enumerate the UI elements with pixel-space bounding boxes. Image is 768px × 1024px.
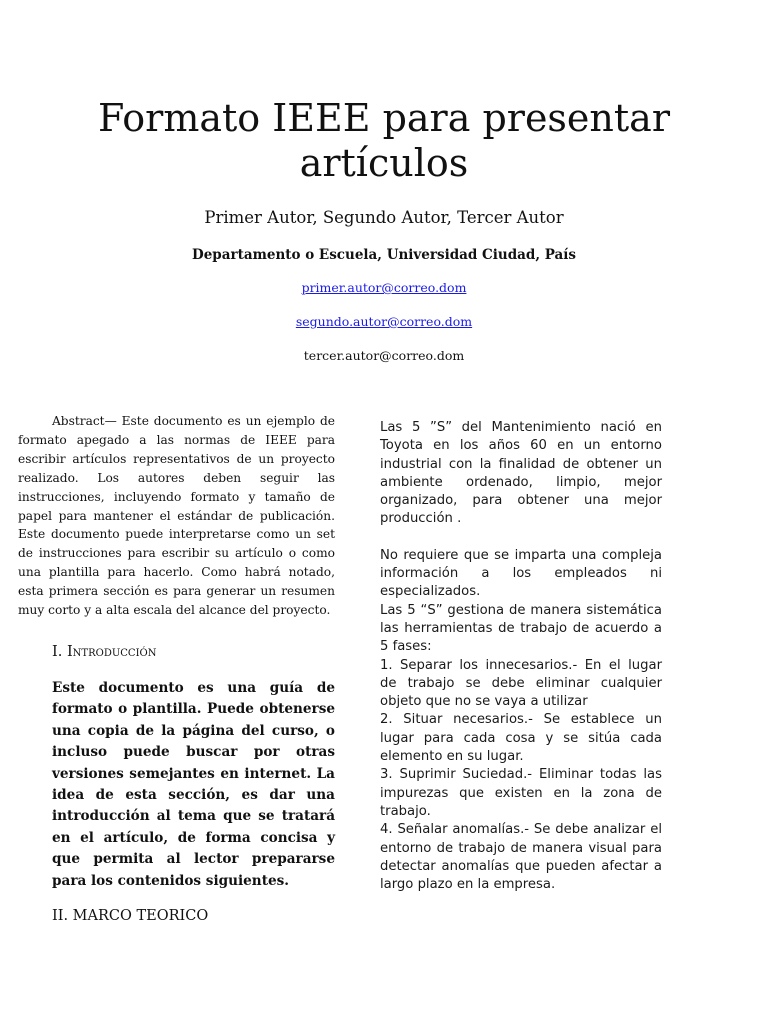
author-list: Primer Autor, Segundo Autor, Tercer Autor [204, 208, 564, 227]
affiliation: Departamento o Escuela, Universidad Ciudad, País [192, 247, 576, 263]
email-text-3: tercer.autor@correo.dom [303, 348, 465, 363]
email-link-text-2[interactable]: segundo.autor@correo.dom [295, 314, 473, 329]
list-item-fase-4: 4. Señalar anomalías.- Se debe analizar el entorno de trabajo de manera visual para detectar anomalías que pueden afectar a largo plazo en la empresa. [380, 822, 662, 893]
page-title: Formato IEEE para presentar artículos [98, 96, 670, 185]
list-item-fase-3: 3. Suprimir Suciedad.- Eliminar todas las impurezas que existen en la zona de trabajo. [380, 767, 662, 819]
list-item-fase-2: 2. Situar necesarios.- Se establece un lugar para cada cosa y se sitúa cada elemento en su lugar. [380, 712, 662, 765]
email-link-1[interactable] [84, 279, 684, 297]
list-item-fase-1: 1. Separar los innecesarios.- En el lugar de trabajo se debe eliminar cualquier objeto que no se vaya a utilizar [380, 657, 662, 710]
paragraph-5s-fases: Las 5 “S” gestiona de manera sistemática las herramientas de trabajo de acuerdo a 5 fases: [380, 602, 662, 655]
abstract: Abstract— Este documento es un ejemplo de formato apegado a las normas de IEEE para escribir artículos representativos de un proyecto realizado. Los autores deben seguir las instrucciones, incluyendo formato y tamaño de papel para mantener el estándar de publicación. Este documento puede interpretarse como un set de instrucciones para escribir su artículo o como una plantilla para hacerlo. Como habrá notado, esta primera sección es para generar un resumen muy corto y a alta escala del alcance del proyecto. [18, 414, 335, 618]
intro-paragraph: Este documento es una guía de formato o plantilla. Puede obtenerse una copia de la página del curso, o incluso puede buscar por otras versiones semejantes en internet. La idea de esta sección, es dar una introducción al tema que se tratará en el artículo, de forma concisa y que permita al lector prepararse para los contenidos siguientes. [52, 679, 335, 889]
section-heading-introduccion [18, 642, 335, 662]
section-number: I. [52, 643, 67, 660]
section-title: Introducción [66, 643, 157, 660]
left-column [18, 412, 335, 926]
section-heading-marco-teorico: II. MARCO TEORICO [52, 908, 209, 925]
paragraph-no-requiere: No requiere que se imparta una compleja información a los empleados ni especializados. [380, 547, 662, 600]
paragraph-5s-origin: Las 5 ”S” del Mantenimiento nació en Toyota en los años 60 en un entorno industrial con la finalidad de obtener un ambiente ordenado, limpio, mejor organizado, para obtener una mejor producción . [380, 420, 662, 527]
right-column [380, 419, 662, 894]
paragraph-gap [380, 529, 662, 547]
email-link-2[interactable] [84, 313, 684, 331]
email-link-text-1[interactable]: primer.autor@correo.dom [301, 280, 467, 295]
